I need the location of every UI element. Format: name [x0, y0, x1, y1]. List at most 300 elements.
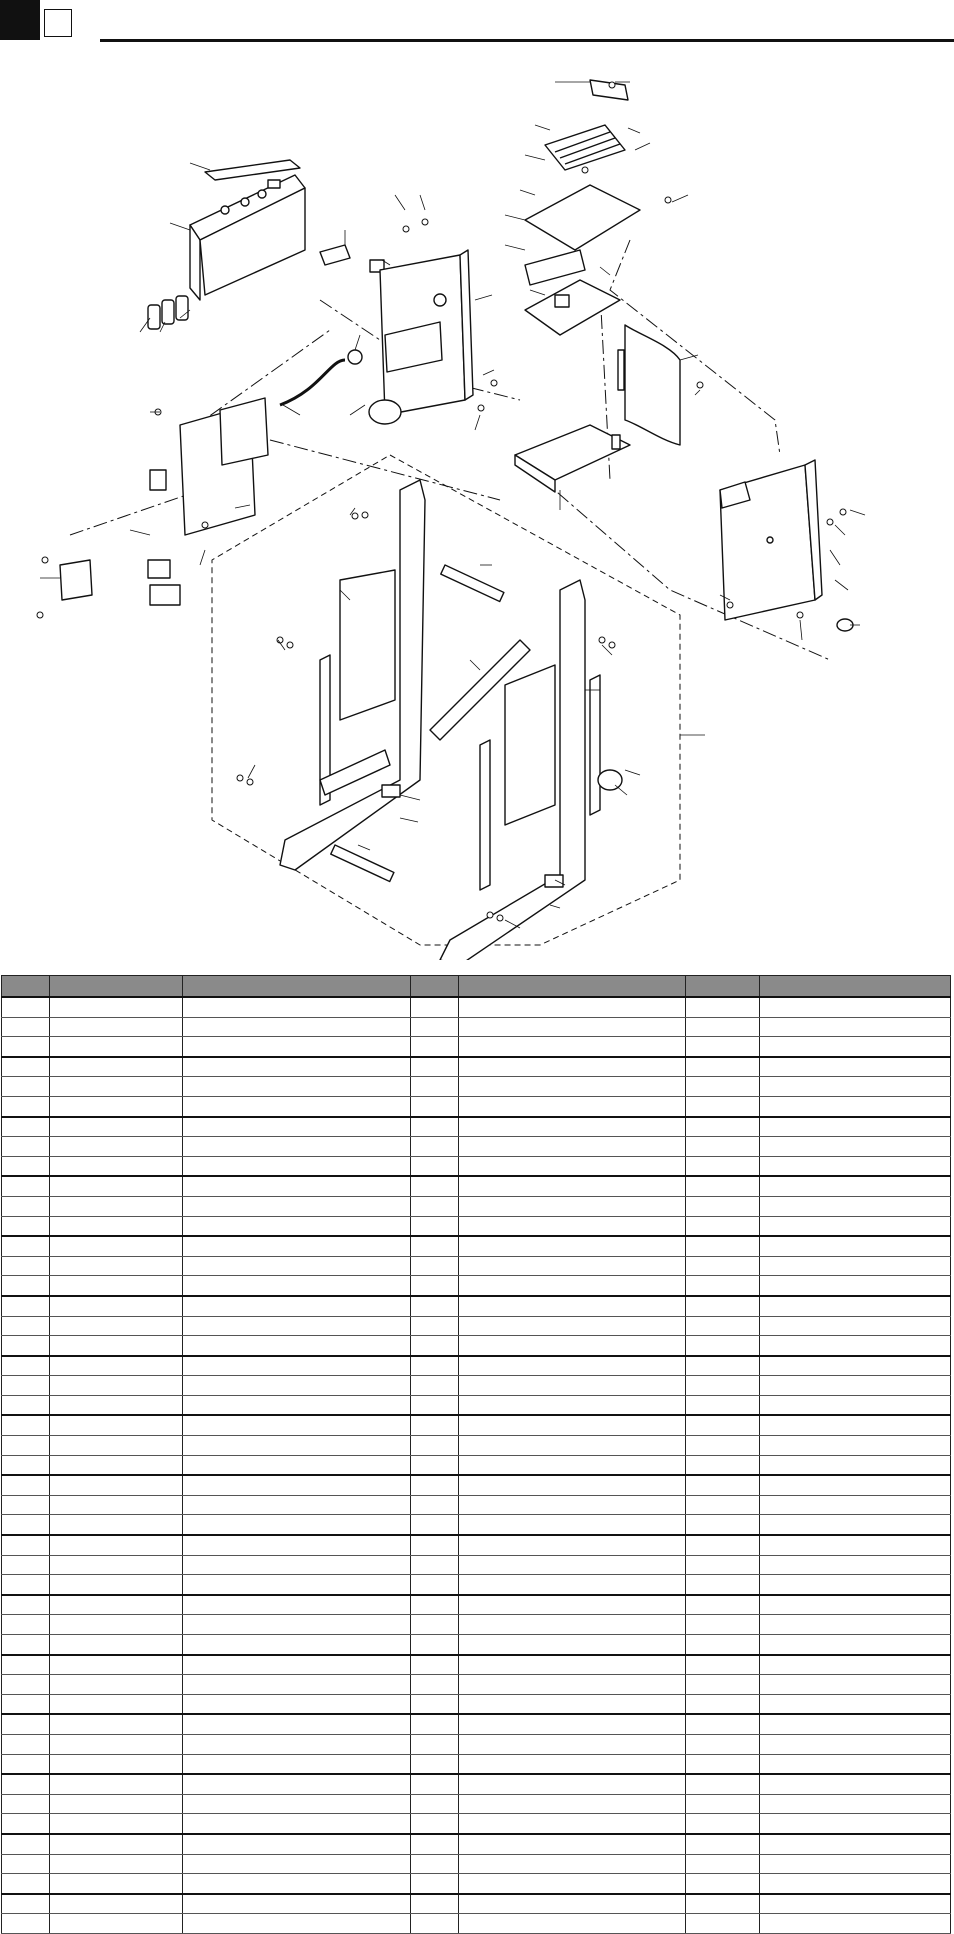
table-cell: [2, 1395, 50, 1415]
table-cell: [183, 1176, 411, 1196]
table-cell: [760, 1236, 951, 1256]
table-cell: [2, 1077, 50, 1097]
table-row: [2, 1096, 951, 1116]
table-row: [2, 1515, 951, 1535]
table-cell: [760, 1216, 951, 1236]
table-cell: [686, 1754, 760, 1774]
table-row: [2, 1376, 951, 1396]
table-cell: [459, 1794, 686, 1814]
table-cell: [411, 1475, 459, 1495]
table-cell: [686, 1515, 760, 1535]
table-cell: [50, 1077, 183, 1097]
table-cell: [459, 1615, 686, 1635]
table-cell: [2, 1276, 50, 1296]
table-cell: [411, 1117, 459, 1137]
table-cell: [760, 1694, 951, 1714]
table-cell: [411, 1156, 459, 1176]
table-cell: [2, 1575, 50, 1595]
table-cell: [50, 1694, 183, 1714]
table-cell: [760, 1256, 951, 1276]
table-cell: [183, 1256, 411, 1276]
table-cell: [50, 1057, 183, 1077]
table-cell: [459, 997, 686, 1017]
table-cell: [411, 1436, 459, 1456]
table-cell: [2, 1436, 50, 1456]
table-cell: [459, 1874, 686, 1894]
table-cell: [760, 1774, 951, 1794]
table-header-row: [2, 976, 951, 998]
table-cell: [2, 1615, 50, 1635]
table-cell: [411, 1216, 459, 1236]
table-row: [2, 1495, 951, 1515]
table-cell: [760, 1475, 951, 1495]
table-cell: [760, 1196, 951, 1216]
table-row: [2, 1714, 951, 1734]
table-cell: [50, 1256, 183, 1276]
table-cell: [459, 1595, 686, 1615]
table-row: [2, 1455, 951, 1475]
table-cell: [2, 1814, 50, 1834]
table-cell: [50, 1196, 183, 1216]
table-cell: [686, 1316, 760, 1336]
switch-connector: [320, 245, 384, 272]
table-cell: [459, 1057, 686, 1077]
table-cell: [50, 1216, 183, 1236]
table-cell: [2, 1256, 50, 1276]
table-cell: [50, 1754, 183, 1774]
table-cell: [2, 1117, 50, 1137]
table-cell: [411, 1874, 459, 1894]
table-cell: [411, 1714, 459, 1734]
table-cell: [2, 1236, 50, 1256]
table-cell: [411, 1376, 459, 1396]
capacitors: [148, 296, 188, 329]
section-marker-black: [0, 0, 40, 40]
table-row: [2, 1475, 951, 1495]
table-cell: [50, 1296, 183, 1316]
table-cell: [183, 1675, 411, 1695]
table-cell: [411, 1814, 459, 1834]
table-cell: [411, 1017, 459, 1037]
table-cell: [686, 1655, 760, 1675]
table-cell: [2, 1555, 50, 1575]
table-cell: [760, 1535, 951, 1555]
table-cell: [411, 1236, 459, 1256]
table-cell: [411, 1794, 459, 1814]
table-cell: [760, 1635, 951, 1655]
table-cell: [183, 1774, 411, 1794]
mounting-tray: [515, 425, 630, 492]
table-cell: [686, 1117, 760, 1137]
table-cell: [50, 1037, 183, 1057]
table-cell: [2, 1296, 50, 1316]
table-cell: [686, 1196, 760, 1216]
table-body: [2, 997, 951, 1933]
table-cell: [50, 1415, 183, 1435]
table-cell: [760, 1595, 951, 1615]
table-cell: [760, 1176, 951, 1196]
table-cell: [50, 1096, 183, 1116]
table-cell: [686, 1535, 760, 1555]
table-cell: [183, 1914, 411, 1934]
table-cell: [50, 1615, 183, 1635]
table-cell: [459, 1296, 686, 1316]
table-row: [2, 1834, 951, 1854]
table-cell: [459, 1336, 686, 1356]
table-cell: [411, 1894, 459, 1914]
right-back-panel: [720, 460, 853, 631]
table-cell: [411, 1535, 459, 1555]
table-cell: [760, 1037, 951, 1057]
table-row: [2, 1535, 951, 1555]
table-cell: [411, 1176, 459, 1196]
table-cell: [760, 1117, 951, 1137]
center-panel: [380, 250, 473, 415]
table-cell: [411, 997, 459, 1017]
table-cell: [183, 1814, 411, 1834]
table-cell: [760, 1096, 951, 1116]
table-cell: [2, 1515, 50, 1535]
table-cell: [459, 1914, 686, 1934]
table-cell: [411, 1096, 459, 1116]
table-row: [2, 1236, 951, 1256]
table-cell: [411, 1455, 459, 1475]
table-cell: [686, 1077, 760, 1097]
table-cell: [50, 1714, 183, 1734]
table-cell: [50, 1774, 183, 1794]
table-cell: [459, 1316, 686, 1336]
table-cell: [411, 1395, 459, 1415]
table-cell: [50, 1555, 183, 1575]
table-cell: [183, 1555, 411, 1575]
table-cell: [459, 1575, 686, 1595]
table-cell: [2, 1376, 50, 1396]
table-cell: [760, 1017, 951, 1037]
table-cell: [50, 1635, 183, 1655]
header-rule: [100, 39, 954, 42]
lower-left-panel: [60, 398, 268, 605]
table-row: [2, 1754, 951, 1774]
table-cell: [459, 1694, 686, 1714]
table-cell: [50, 1436, 183, 1456]
table-cell: [183, 1754, 411, 1774]
table-row: [2, 1655, 951, 1675]
table-cell: [50, 1575, 183, 1595]
subassembly-boundary: [212, 455, 680, 945]
table-row: [2, 1914, 951, 1934]
table-cell: [459, 1077, 686, 1097]
table-cell: [2, 1655, 50, 1675]
table-cell: [2, 1216, 50, 1236]
table-cell: [459, 1415, 686, 1435]
table-cell: [50, 997, 183, 1017]
table-cell: [183, 1236, 411, 1256]
table-row: [2, 1017, 951, 1037]
table-cell: [183, 1575, 411, 1595]
table-cell: [50, 1336, 183, 1356]
table-cell: [686, 1057, 760, 1077]
table-row: [2, 1216, 951, 1236]
table-cell: [459, 1037, 686, 1057]
table-cell: [760, 1376, 951, 1396]
table-cell: [459, 1216, 686, 1236]
table-cell: [50, 1675, 183, 1695]
table-cell: [183, 1336, 411, 1356]
table-cell: [686, 1415, 760, 1435]
table-cell: [459, 1655, 686, 1675]
table-row: [2, 1276, 951, 1296]
table-row: [2, 1774, 951, 1794]
table-cell: [2, 1675, 50, 1695]
column-header: [459, 976, 686, 998]
table-cell: [411, 1635, 459, 1655]
table-cell: [183, 1515, 411, 1535]
table-cell: [760, 1336, 951, 1356]
table-cell: [411, 1196, 459, 1216]
table-cell: [459, 1774, 686, 1794]
table-cell: [183, 1535, 411, 1555]
table-cell: [686, 1376, 760, 1396]
table-cell: [459, 1436, 686, 1456]
table-cell: [459, 1894, 686, 1914]
table-cell: [50, 1316, 183, 1336]
table-cell: [760, 1854, 951, 1874]
table-cell: [183, 1475, 411, 1495]
table-cell: [459, 1635, 686, 1655]
table-cell: [459, 1455, 686, 1475]
table-cell: [760, 1714, 951, 1734]
table-cell: [50, 1156, 183, 1176]
table-cell: [50, 1117, 183, 1137]
table-cell: [50, 1814, 183, 1834]
table-cell: [686, 1575, 760, 1595]
table-cell: [686, 1615, 760, 1635]
table-cell: [760, 1356, 951, 1376]
table-cell: [686, 1495, 760, 1515]
column-header: [183, 976, 411, 998]
table-cell: [183, 1077, 411, 1097]
table-cell: [459, 1376, 686, 1396]
table-cell: [459, 1176, 686, 1196]
table-cell: [459, 1236, 686, 1256]
table-row: [2, 1555, 951, 1575]
table-cell: [760, 1655, 951, 1675]
table-cell: [411, 1356, 459, 1376]
table-cell: [2, 1196, 50, 1216]
table-cell: [2, 1694, 50, 1714]
table-cell: [686, 1137, 760, 1157]
table-cell: [459, 1196, 686, 1216]
table-cell: [411, 1316, 459, 1336]
table-row: [2, 1395, 951, 1415]
table-row: [2, 1675, 951, 1695]
table-cell: [50, 1376, 183, 1396]
table-cell: [411, 1734, 459, 1754]
table-cell: [2, 1854, 50, 1874]
table-cell: [686, 1694, 760, 1714]
table-cell: [686, 1356, 760, 1376]
table-cell: [411, 1057, 459, 1077]
table-row: [2, 1615, 951, 1635]
table-cell: [183, 1455, 411, 1475]
table-cell: [760, 1436, 951, 1456]
table-cell: [183, 1276, 411, 1296]
table-cell: [459, 1017, 686, 1037]
table-cell: [411, 1754, 459, 1774]
table-cell: [183, 1376, 411, 1396]
table-cell: [459, 1714, 686, 1734]
table-cell: [2, 1595, 50, 1615]
table-cell: [760, 1077, 951, 1097]
table-cell: [411, 1037, 459, 1057]
curved-shield: [618, 325, 680, 445]
table-cell: [411, 1914, 459, 1934]
table-cell: [686, 1017, 760, 1037]
table-cell: [2, 997, 50, 1017]
table-cell: [183, 1415, 411, 1435]
table-cell: [760, 1734, 951, 1754]
table-cell: [411, 1495, 459, 1515]
table-row: [2, 1854, 951, 1874]
table-row: [2, 1316, 951, 1336]
table-cell: [2, 1037, 50, 1057]
table-cell: [686, 1854, 760, 1874]
table-cell: [760, 1814, 951, 1834]
table-cell: [50, 1655, 183, 1675]
table-row: [2, 1176, 951, 1196]
table-cell: [183, 1495, 411, 1515]
table-cell: [50, 1017, 183, 1037]
table-cell: [2, 1017, 50, 1037]
table-cell: [686, 1395, 760, 1415]
table-cell: [411, 1675, 459, 1695]
table-cell: [459, 1096, 686, 1116]
table-cell: [411, 1256, 459, 1276]
right-side-frame: [440, 580, 600, 960]
table-cell: [50, 1176, 183, 1196]
table-row: [2, 1894, 951, 1914]
table-cell: [50, 1834, 183, 1854]
table-cell: [183, 1854, 411, 1874]
table-cell: [686, 1555, 760, 1575]
table-cell: [686, 1675, 760, 1695]
table-cell: [411, 1276, 459, 1296]
table-cell: [760, 1156, 951, 1176]
table-cell: [686, 1176, 760, 1196]
table-cell: [50, 1874, 183, 1894]
table-cell: [411, 1077, 459, 1097]
table-cell: [50, 1914, 183, 1934]
table-cell: [411, 1774, 459, 1794]
table-row: [2, 1057, 951, 1077]
column-header: [686, 976, 760, 998]
parts-list-table: [1, 975, 951, 1934]
table-row: [2, 1336, 951, 1356]
table-cell: [2, 1057, 50, 1077]
column-header: [50, 976, 183, 998]
table-cell: [760, 1296, 951, 1316]
table-cell: [459, 1834, 686, 1854]
table-cell: [459, 1137, 686, 1157]
table-row: [2, 1196, 951, 1216]
column-header: [2, 976, 50, 998]
table-cell: [183, 1216, 411, 1236]
table-cell: [2, 1874, 50, 1894]
table-cell: [686, 1455, 760, 1475]
table-cell: [2, 1455, 50, 1475]
table-cell: [760, 1914, 951, 1934]
table-cell: [686, 1595, 760, 1615]
table-row: [2, 1814, 951, 1834]
left-side-frame: [280, 480, 425, 870]
table-cell: [459, 1395, 686, 1415]
table-row: [2, 997, 951, 1017]
table-cell: [411, 1655, 459, 1675]
table-row: [2, 1256, 951, 1276]
table-cell: [50, 1595, 183, 1615]
table-cell: [50, 1495, 183, 1515]
table-cell: [459, 1734, 686, 1754]
table-cell: [760, 1137, 951, 1157]
table-cell: [183, 1655, 411, 1675]
table-row: [2, 1296, 951, 1316]
table-cell: [411, 1575, 459, 1595]
table-cell: [760, 1515, 951, 1535]
table-cell: [411, 1137, 459, 1157]
table-cell: [760, 1894, 951, 1914]
table-cell: [183, 997, 411, 1017]
table-cell: [2, 1137, 50, 1157]
feet: [382, 770, 622, 887]
table-row: [2, 1117, 951, 1137]
table-cell: [760, 1754, 951, 1774]
table-cell: [411, 1854, 459, 1874]
table-cell: [2, 1356, 50, 1376]
table-row: [2, 1635, 951, 1655]
table-cell: [459, 1495, 686, 1515]
table-cell: [686, 997, 760, 1017]
table-cell: [686, 1296, 760, 1316]
table-cell: [686, 1774, 760, 1794]
table-cell: [686, 1216, 760, 1236]
table-cell: [686, 1714, 760, 1734]
table-cell: [459, 1675, 686, 1695]
table-cell: [459, 1535, 686, 1555]
table-cell: [760, 1495, 951, 1515]
table-row: [2, 1037, 951, 1057]
table-cell: [50, 1894, 183, 1914]
table-cell: [2, 1794, 50, 1814]
column-header: [760, 976, 951, 998]
table-cell: [183, 1057, 411, 1077]
table-cell: [2, 1774, 50, 1794]
table-cell: [686, 1914, 760, 1934]
table-cell: [686, 1236, 760, 1256]
table-cell: [50, 1854, 183, 1874]
table-cell: [760, 1615, 951, 1635]
upper-left-bracket: [190, 160, 305, 300]
table-cell: [2, 1734, 50, 1754]
table-cell: [686, 1475, 760, 1495]
table-row: [2, 1575, 951, 1595]
table-row: [2, 1356, 951, 1376]
table-cell: [686, 1096, 760, 1116]
table-cell: [50, 1236, 183, 1256]
table-cell: [2, 1316, 50, 1336]
table-cell: [183, 1894, 411, 1914]
table-cell: [183, 1296, 411, 1316]
table-cell: [459, 1754, 686, 1774]
